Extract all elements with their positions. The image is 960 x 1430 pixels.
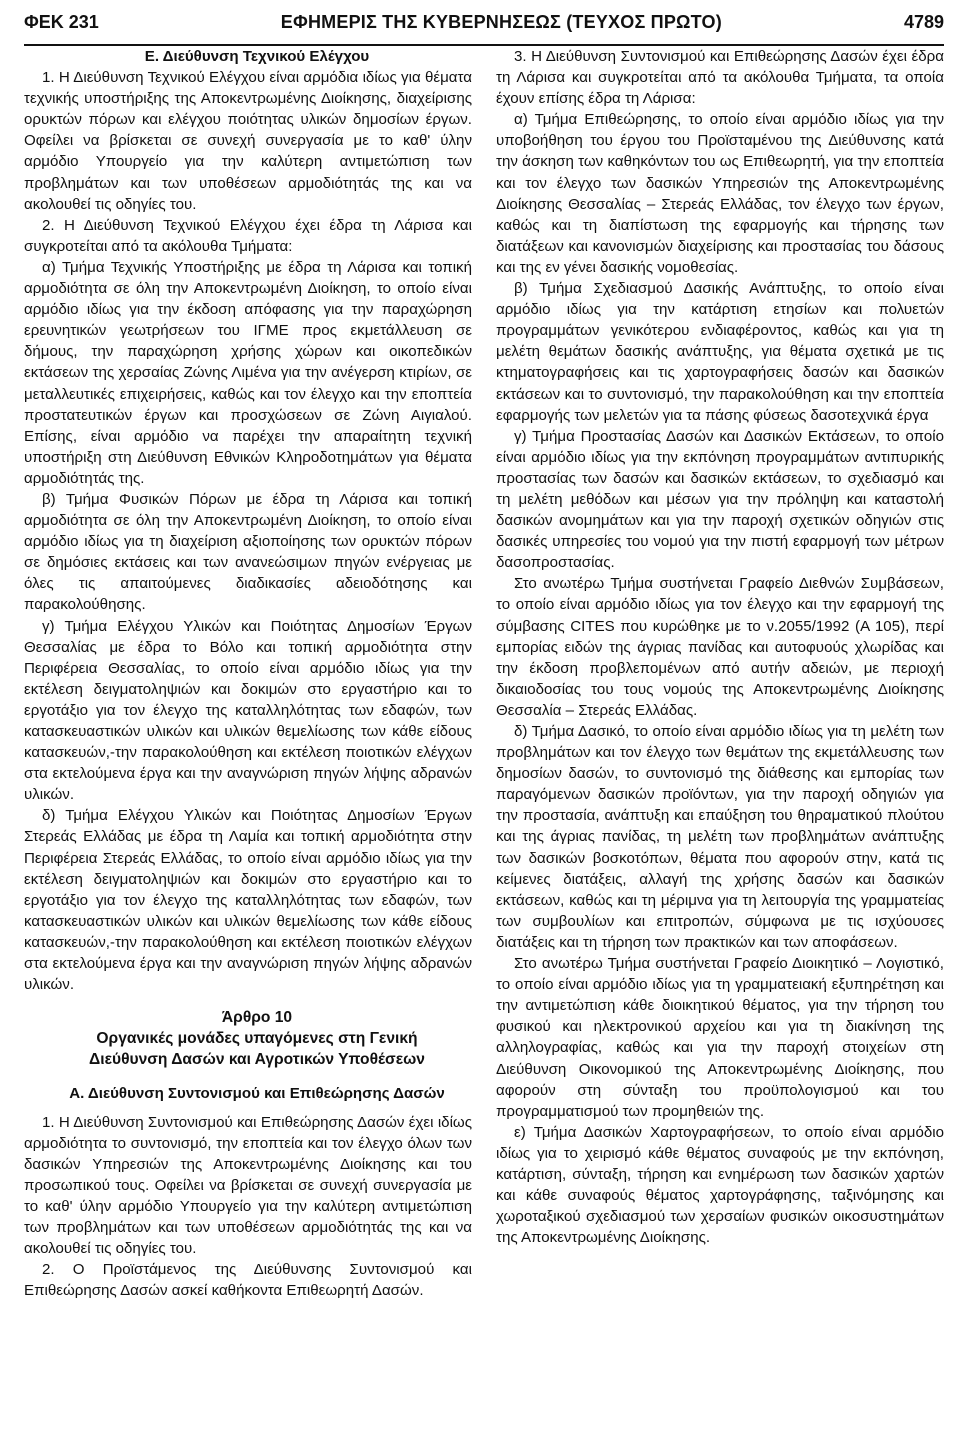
paragraph: 2. Ο Προϊστάμενος της Διεύθυνσης Συντονισμού και Επιθεώρησης Δασών ασκεί καθήκοντα Επιθεωρητή Δασών. <box>24 1261 472 1300</box>
spacer <box>24 1104 472 1112</box>
paragraph: 1. Η Διεύθυνση Συντονισμού και Επιθεώρησης Δασών έχει ιδίως αρμοδιότητα το συντονισμό, την εποπτεία και τον έλεγχο όλων των δασικών Υπηρεσιών της Αποκεντρωμένης Διοίκησης και του προσωπικού τους. Οφείλει να βρίσκεται σε συνεχή συνεργασία με το καθ' ύλην αρμόδιο Υπουργείο για την καλύτερη αντιμετώπιση των προβλημάτων και των υποθέσεων αρμοδιότητάς της και να ακολουθεί τις οδηγίες του. <box>24 1113 472 1258</box>
left-column <box>24 46 472 1424</box>
spacer <box>24 1071 472 1083</box>
paragraph: 3. Η Διεύθυνση Συντονισμού και Επιθεώρησης Δασών έχει έδρα τη Λάρισα και συγκροτείται από τα ακόλουθα Τμήματα, τα οποία έχουν επίσης έδρα τη Λάρισα: <box>496 48 944 108</box>
page-number: 4789 <box>903 11 944 32</box>
article-title-line-1: Οργανικές μονάδες υπαγόμενες στη Γενική <box>96 1030 418 1048</box>
paragraph: 2. Η Διεύθυνση Τεχνικού Ελέγχου έχει έδρα τη Λάρισα και συγκροτείται από τα ακόλουθα Τμήματα: <box>24 216 472 255</box>
spacer <box>24 995 472 1007</box>
paragraph: δ) Τμήμα Ελέγχου Υλικών και Ποιότητας Δημοσίων Έργων Στερεάς Ελλάδας με έδρα τη Λαμία και τοπική αρμοδιότητα στην Περιφέρεια Στερεάς Ελλάδας, το οποίο είναι αρμόδιο ιδίως για την εκτέλεση δειγματοληψιών και δοκιμών στο εργαστήριο και το εργοτάξιο για τον έλεγχο της καταλληλότητας των εδαφών, των κατασκευαστικών υλικών και υλικών θεμελίωσης των κάθε είδους κατασκευών,-την παρακολούθηση και εκτέλεση ποιοτικών ελέγχων στα εκτελούμενα έργα και την αναγνώριση πηγών λήψης αδρανών υλικών. <box>24 807 472 994</box>
article-number: Άρθρο 10 <box>221 1009 293 1027</box>
paragraph: β) Τμήμα Σχεδιασμού Δασικής Ανάπτυξης, το οποίο είναι αρμόδιο ιδίως για την κατάρτιση ετησίων και πολυετών προγραμμάτων γενικότερου ενδιαφέροντος, καθώς και για τη μελέτη θεμάτων δασικής ανάπτυξης, για θέματα σχετικά με τις κτηματογραφήσεις και τις χαρτογραφήσεις δασών και δασικών εκτάσεων και το συντονισμό, την παρακολούθηση και την εποπτεία εφαρμογής των μελετών για τα πάσης φύσεως δασοτεχνικά έργα <box>496 280 944 424</box>
paragraph: 1. Η Διεύθυνση Τεχνικού Ελέγχου είναι αρμόδια ιδίως για θέματα τεχνικής υποστήριξης της Αποκεντρωμένης Διοίκησης, διαχείρισης ορυκτών πόρων και ελέγχου ποιότητας υλικών δημοσίων έργων. Οφείλει να βρίσκεται σε συνεχή συνεργασία με το καθ' ύλην αρμόδιο Υπουργείο για την καλύτερη αντιμετώπιση των προβλημάτων και των υποθέσεων αρμοδιότητάς της και να ακολουθεί τις οδηγίες του. <box>24 69 472 213</box>
issue-number: ΦΕΚ 231 <box>24 11 99 32</box>
paragraph: ε) Τμήμα Δασικών Χαρτογραφήσεων, το οποίο είναι αρμόδιο ιδίως για το χειρισμό κάθε θέματος συναφούς με την εκπόνηση, κατάρτιση, σύνταξη, τήρηση και ενημέρωση των δασικών χαρτών και κάθε συναφούς θέματος χαρτογράφησης, ταξινόμησης και χωροταξικού σχεδιασμού των χερσαίων φυσικών οικοσυστημάτων της Αποκεντρωμένης Διοίκησης. <box>496 1123 944 1247</box>
gazette-title: ΕΦΗΜΕΡΙΣ ΤΗΣ ΚΥΒΕΡΝΗΣΕΩΣ (ΤΕΥΧΟΣ ΠΡΩΤΟ) <box>280 11 722 32</box>
paragraph: Στο ανωτέρω Τμήμα συστήνεται Γραφείο Διοικητικό – Λογιστικό, το οποίο είναι αρμόδιο ιδίως για τη γραμματειακή εξυπηρέτηση και την αντιμετώπιση κάθε διοικητικού θέματος, για την τήρηση του φυσικού και ηλεκτρονικού αρχείου και για τη διακίνηση της αλληλογραφίας, καθώς και για την παροχή στοιχείων στη Διεύθυνση Οικονομικού της Αποκεντρωμένης Διοίκησης, που αφορούν στη σύνταξη του προϋπολογισμού και του προγραμματισμού των προμηθειών της. <box>496 955 944 1120</box>
paragraph: Στο ανωτέρω Τμήμα συστήνεται Γραφείο Διεθνών Συμβάσεων, το οποίο είναι αρμόδιο ιδίως για τον έλεγχο και την εφαρμογή της σύμβασης CITES που κυρώθηκε με το ν.2055/1992 (Α 105), περί εμπορίας ειδών της άγριας πανίδας και αυτοφυούς χλωρίδας και την έκδοση προβλεπομένων από αυτήν αδειών, με περιοχή δικαιοδοσίας του τους νομούς της Αποκεντρωμένης Διοίκησης Θεσσαλία – Στερεάς Ελλάδας. <box>496 575 944 719</box>
article-title-line-2: Διεύθυνση Δασών και Αγροτικών Υποθέσεων <box>89 1051 425 1069</box>
right-column <box>496 46 944 1424</box>
paragraph: α) Τμήμα Τεχνικής Υποστήριξης με έδρα τη Λάρισα και τοπική αρμοδιότητα σε όλη την Αποκεντρωμένη Διοίκηση, το οποίο είναι αρμόδιο ιδίως για την έκδοση απόφασης για την παραχώρηση ερευνητικών γεωτρήσεων του ΙΓΜΕ προς εκμετάλλευση σε δήμους, την παραχώρηση χρήσης χώρων και οικοπεδικών εκτάσεων της χερσαίας Ζώνης Λιμένα για την ανέγερση κτιρίων, σε μεταλλευτικές επιχειρήσεις, καθώς και τον έλεγχο και την εποπτεία προστατευτικών έργων και προσχώσεων σε Ζώνη Αιγιαλού. Επίσης, είναι αρμόδιο να παρέχει την απαραίτητη τεχνική υποστήριξη στη Διεύθυνση Εθνικών Κληροδοτημάτων για θέματα αρμοδιότητάς της. <box>24 258 472 487</box>
paragraph: β) Τμήμα Φυσικών Πόρων με έδρα τη Λάρισα και τοπική αρμοδιότητα σε όλη την Αποκεντρωμένη Διοίκηση, το οποίο είναι αρμόδιο ιδίως για τη διαχείριση αξιοποίησης των ορυκτών πόρων σε δημόσιες εκτάσεις και των ανανεώσιμων πηγών ενέργειας με όλες τις απαιτούμενες διαδικασίες αδειοδότησης και παρακολούθησης. <box>24 490 472 614</box>
paragraph: γ) Τμήμα Ελέγχου Υλικών και Ποιότητας Δημοσίων Έργων Θεσσαλίας με έδρα το Βόλο και τοπική αρμοδιότητα στην Περιφέρεια Θεσσαλίας, το οποίο είναι αρμόδιο ιδίως για την εκτέλεση δειγματοληψιών και δοκιμών στο εργαστήριο και το εργοτάξιο για τον έλεγχο της καταλληλότητας των εδαφών, των κατασκευαστικών υλικών και υλικών θεμελίωσης των κάθε είδους κατασκευών,-την παρακολούθηση και εκτέλεση ποιοτικών ελέγχων στα εκτελούμενα έργα και την αναγνώριση πηγών λήψης αδρανών υλικών. <box>24 617 472 804</box>
page-header <box>24 0 944 46</box>
paragraph: α) Τμήμα Επιθεώρησης, το οποίο είναι αρμόδιο ιδίως για την υποβοήθηση του έργου του Προϊσταμένου της Διεύθυνσης κατά την άσκηση των καθηκόντων του ως Επιθεωρητή, για την εποπτεία και τον έλεγχο των δασικών Υπηρεσιών της Αποκεντρωμένης Διοίκησης Θεσσαλίας – Στερεάς Ελλάδας, τον έλεγχο των έργων, καθώς και τη διαπίστωση της εφαρμογής και τήρησης των διατάξεων και κανονισμών διαχείρισης και προστασίας του δάσους και της εν γένει δασικής νομοθεσίας. <box>496 111 944 276</box>
text-columns <box>24 46 944 1424</box>
section-e-heading: Ε. Διεύθυνση Τεχνικού Ελέγχου <box>144 48 370 65</box>
paragraph: δ) Τμήμα Δασικό, το οποίο είναι αρμόδιο ιδίως για τη μελέτη των προβλημάτων και τον έλεγχο των θεμάτων της εκμετάλλευσης των δημοσίων δασών, το συντονισμό της διάθεσης και εμπορίας των παραγόμενων δασικών προϊόντων, για την παροχή οδηγιών για την προστασία, ανάπτυξη και επαύξηση του θηραματικού πλούτου και της άγριας πανίδας, τη μελέτη των προβλημάτων ανάπτυξης των δασικών βοσκοτόπων, θέματα που αφορούν στην, κατά τις κείμενες διατάξεις, αλλαγή της χρήσης δασών και δασικών εκτάσεων, καθώς και τη μέριμνα για τη λειτουργία της γραμματείας των συμβουλίων και επιτροπών, σύμφωνα με τις ισχύουσες διατάξεις και τη τήρηση των πρακτικών και των αποφάσεων. <box>496 723 944 951</box>
paragraph: γ) Τμήμα Προστασίας Δασών και Δασικών Εκτάσεων, το οποίο είναι αρμόδιο ιδίως για την εκπόνηση προγραμμάτων αντιπυρικής προστασίας των δασών και δασικών εκτάσεων, το σχεδιασμό και τη μελέτη μεθόδων και μέσων για την πρόληψη και καταστολή δασικών ανομημάτων και για την παροχή σχετικών οδηγιών στις δασικές υπηρεσίες του νομού για την πιστή εφαρμογή των μέτρων δασοπροστασίας. <box>496 427 944 572</box>
section-a-heading: Α. Διεύθυνση Συντονισμού και Επιθεώρησης Δασών <box>69 1084 445 1102</box>
